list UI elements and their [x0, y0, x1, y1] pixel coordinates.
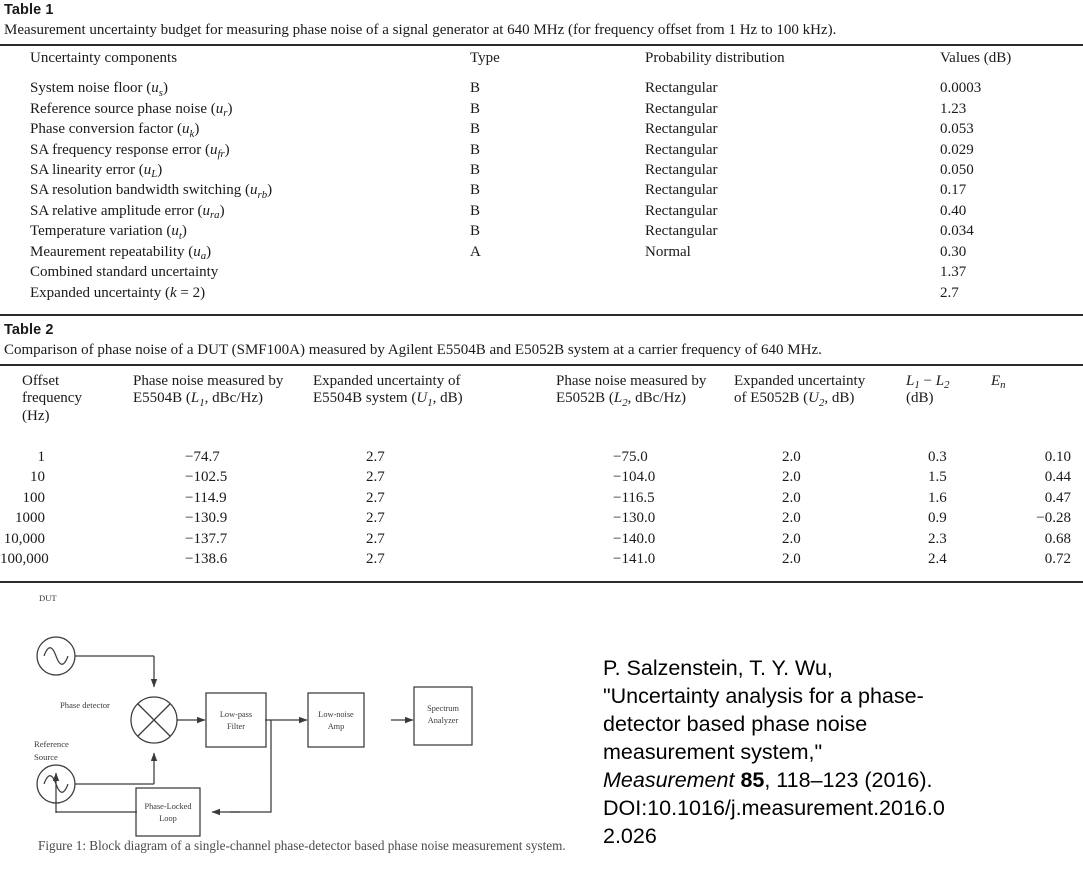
table-2-cell-offset: 100	[22, 489, 45, 506]
table-1-col-values: Values (dB)	[940, 49, 1012, 66]
table-2-head	[0, 366, 1083, 441]
table-row	[0, 222, 1083, 242]
table-1-cell-component: SA frequency response error $(u_{fr})$	[30, 141, 230, 160]
table-2-cell-l2: −116.5	[613, 489, 655, 506]
table-1-cell-value: 0.034	[940, 223, 974, 240]
table-1-cell-distribution: Normal	[645, 243, 691, 260]
table-1-cell-distribution: Rectangular	[645, 80, 718, 97]
phase-detector-label: Phase detector	[60, 700, 110, 710]
low-noise-amp-label-1: Low-noise	[318, 710, 354, 719]
citation-source	[603, 767, 1081, 795]
dut-label: DUT	[39, 593, 57, 603]
citation-doi-line-1: DOI:10.1016/j.measurement.2016.0	[603, 795, 945, 820]
citation-doi-line-2: 2.026	[603, 823, 657, 848]
table-1-cell-type: A	[470, 243, 481, 260]
table-row	[0, 529, 1083, 549]
table-1-col-components: Uncertainty components	[30, 49, 178, 66]
citation-title-line-2: detector based phase noise	[603, 711, 868, 736]
table-1-cell-component: Phase conversion factor $(u_k)$	[30, 121, 200, 140]
table-1-head	[0, 46, 1083, 72]
table-1-bottom-rule	[0, 314, 1083, 316]
table-2-cell-u1: 2.7	[366, 551, 385, 568]
table-1-caption: Measurement uncertainty budget for measuring phase noise of a signal generator at 640 MHz (for frequency offset from 1 Hz to 100 kHz).	[4, 22, 837, 38]
table-2-cell-u1: 2.7	[366, 448, 385, 465]
table-1-cell-component: Reference source phase noise $(u_r)$	[30, 100, 233, 120]
table-2-cell-l1: −74.7	[185, 448, 220, 465]
table-1-cell-type	[470, 283, 645, 309]
table-1-cell-type	[470, 263, 645, 283]
table-2-cell-offset: 10	[30, 469, 45, 486]
block-diagram	[0, 575, 620, 840]
diagram-box-labels	[145, 704, 460, 823]
table-2-cell-u2: 2.0	[782, 510, 801, 527]
table-2-cell-u1: 2.7	[366, 510, 385, 527]
table-2-caption: Comparison of phase noise of a DUT (SMF100A) measured by Agilent E5504B and E5052B system at a carrier frequency of 640 MHz.	[4, 342, 822, 358]
table-1-cell-type: B	[470, 202, 481, 219]
table-2-body	[0, 441, 1083, 577]
table-2-cell-u2: 2.0	[782, 469, 801, 486]
table-row	[0, 441, 1083, 468]
table-1-cell-type: B	[470, 223, 481, 240]
table-1-cell-type: B	[470, 80, 481, 97]
table-2-col-u2: Expanded uncertainty of E5052B ($U_2$, dB)	[734, 372, 866, 409]
citation-block	[603, 655, 1081, 851]
table-1-cell-type: B	[470, 182, 481, 199]
table-2-cell-u2: 2.0	[782, 448, 801, 465]
table-1-cell-distribution: Rectangular	[645, 162, 718, 179]
table-row	[0, 488, 1083, 508]
table-row	[0, 99, 1083, 119]
table-2-col-difference: $L_1 - L_2$ (dB)	[906, 372, 950, 407]
table-row	[0, 120, 1083, 140]
low-noise-amp-box	[308, 693, 364, 747]
table-2-cell-l2: −140.0	[613, 530, 656, 547]
table-2-cell-en: 0.47	[1044, 489, 1071, 506]
table-1-cell-component: SA relative amplitude error $(u_{ra})$	[30, 202, 225, 222]
table-2-cell-u1: 2.7	[366, 530, 385, 547]
table-1-cell-distribution: Rectangular	[645, 202, 718, 219]
table-row	[0, 283, 1083, 309]
table-1-cell-value: 1.37	[940, 264, 967, 281]
table-1-cell-distribution: Rectangular	[645, 182, 718, 199]
table-1-col-distribution: Probability distribution	[645, 49, 785, 66]
table-1-cell-distribution: Rectangular	[645, 100, 718, 117]
table-1-cell-type: B	[470, 162, 481, 179]
phase-locked-loop-box	[136, 788, 200, 836]
low-noise-amp-label-2: Amp	[327, 722, 345, 731]
table-2-cell-offset: 100,000	[0, 551, 49, 568]
table-1-cell-distribution	[645, 283, 940, 309]
table-1-cell-component: System noise floor $(u_s)$	[30, 80, 168, 99]
table-2-cell-en: 0.10	[1044, 448, 1071, 465]
table-2-col-u1: Expanded uncertainty of E5504B system ($U_1$, dB)	[313, 372, 463, 409]
low-pass-filter-label-1: Low-pass	[219, 710, 253, 719]
table-2-cell-l2: −141.0	[613, 551, 656, 568]
table-2-cell-l2: −75.0	[613, 448, 648, 465]
table-2-col-l1: Phase noise measured by E5504B ($L_1$, dBc/Hz)	[133, 372, 284, 409]
table-2-col-l2: Phase noise measured by E5052B ($L_2$, dBc/Hz)	[556, 372, 707, 409]
table-2-cell-l1: −114.9	[185, 489, 227, 506]
table-1-cell-value: 0.17	[940, 182, 967, 199]
table-2-cell-diff: 0.3	[928, 448, 947, 465]
pll-label-2: Loop	[159, 814, 177, 823]
table-1-cell-value: 0.30	[940, 243, 967, 260]
figure-1-block	[0, 575, 620, 885]
citation-authors: P. Salzenstein, T. Y. Wu,	[603, 656, 833, 680]
table-1-cell-value: 2.7	[940, 284, 959, 301]
table-1-cell-value: 0.050	[940, 162, 974, 179]
low-pass-filter-box	[206, 693, 266, 747]
table-1-cell-value: 0.40	[940, 202, 967, 219]
table-2-cell-u2: 2.0	[782, 530, 801, 547]
table-2-header-row	[0, 366, 1083, 441]
table-2-cell-l1: −102.5	[185, 469, 228, 486]
table-1-label: Table 1	[4, 2, 54, 18]
table-2-cell-l1: −138.6	[185, 551, 228, 568]
table-2-cell-u1: 2.7	[366, 489, 385, 506]
table-2-cell-l1: −130.9	[185, 510, 228, 527]
table-row	[0, 72, 1083, 99]
citation-title-line-3: measurement system,"	[603, 739, 823, 764]
table-1-cell-component: Combined standard uncertainty	[30, 264, 219, 281]
table-2-cell-en: 0.72	[1044, 551, 1071, 568]
table-1-cell-component: Temperature variation $(u_t)$	[30, 223, 187, 242]
table-1	[0, 46, 1083, 310]
table-1-body	[0, 72, 1083, 309]
table-1-cell-component: SA linearity error $(u_L)$	[30, 162, 163, 181]
table-1-cell-type: B	[470, 100, 481, 117]
figure-1-caption: Figure 1: Block diagram of a single-channel phase-detector based phase noise measurement system.	[38, 838, 566, 853]
table-1-cell-value: 0.0003	[940, 80, 982, 97]
table-2-cell-u1: 2.7	[366, 469, 385, 486]
table-row	[0, 161, 1083, 181]
table-row	[0, 550, 1083, 577]
table-2-cell-diff: 0.9	[928, 510, 947, 527]
table-1-cell-value: 1.23	[940, 100, 967, 117]
table-2-cell-l2: −104.0	[613, 469, 656, 486]
table-2-col-en: $E_n$	[991, 372, 1006, 392]
table-1-cell-value: 0.053	[940, 121, 974, 138]
table-1-col-type: Type	[470, 49, 500, 66]
diagram-side-labels	[34, 593, 110, 762]
table-1-cell-component: Meaurement repeatability $(u_a)$	[30, 243, 212, 263]
table-row	[0, 202, 1083, 222]
table-2-cell-l1: −137.7	[185, 530, 228, 547]
table-2-cell-en: 0.68	[1044, 530, 1071, 547]
table-1-cell-value: 0.029	[940, 141, 974, 158]
table-1-cell-distribution: Rectangular	[645, 141, 718, 158]
table-2-block	[0, 322, 1083, 583]
spectrum-analyzer-label-2: Analyzer	[427, 716, 459, 725]
table-2-cell-diff: 1.5	[928, 469, 947, 486]
low-pass-filter-label-2: Filter	[227, 722, 245, 731]
table-2-cell-en: 0.44	[1044, 469, 1071, 486]
reference-source-label-1: Reference	[34, 739, 69, 749]
citation-volume: 85	[740, 767, 765, 792]
citation-pages-year: , 118–123 (2016).	[764, 767, 933, 792]
table-1-block	[0, 2, 1083, 316]
table-row	[0, 140, 1083, 160]
table-2	[0, 366, 1083, 577]
table-2-cell-diff: 2.3	[928, 530, 947, 547]
table-row	[0, 181, 1083, 201]
table-2-cell-diff: 1.6	[928, 489, 947, 506]
table-row	[0, 509, 1083, 529]
table-1-cell-distribution: Rectangular	[645, 121, 718, 138]
table-1-cell-distribution: Rectangular	[645, 223, 718, 240]
table-2-cell-u2: 2.0	[782, 489, 801, 506]
table-row	[0, 243, 1083, 263]
pll-label-1: Phase-Locked	[144, 802, 192, 811]
citation-title-line-1: "Uncertainty analysis for a phase-	[603, 683, 924, 708]
table-2-col-offset-frequency: Offset frequency (Hz)	[22, 372, 82, 424]
table-row	[0, 263, 1083, 283]
table-1-cell-component: Expanded uncertainty (k = 2)	[30, 284, 206, 301]
table-1-header-row	[0, 46, 1083, 72]
table-row	[0, 468, 1083, 488]
table-2-cell-l2: −130.0	[613, 510, 656, 527]
table-1-cell-type: B	[470, 121, 481, 138]
reference-source-label-2: Source	[34, 752, 58, 762]
table-2-cell-en: −0.28	[1036, 510, 1071, 527]
table-2-cell-offset: 1	[37, 448, 45, 465]
table-2-cell-diff: 2.4	[928, 551, 947, 568]
table-1-cell-distribution	[645, 263, 940, 283]
table-2-label: Table 2	[4, 322, 54, 338]
table-2-cell-offset: 1000	[15, 510, 45, 527]
citation-journal: Measurement	[603, 767, 735, 792]
table-2-cell-offset: 10,000	[3, 530, 45, 547]
table-1-cell-type: B	[470, 141, 481, 158]
table-1-cell-component: SA resolution bandwidth switching $(u_{rb})$	[30, 182, 273, 201]
table-2-cell-u2: 2.0	[782, 551, 801, 568]
spectrum-analyzer-label-1: Spectrum	[427, 704, 459, 713]
